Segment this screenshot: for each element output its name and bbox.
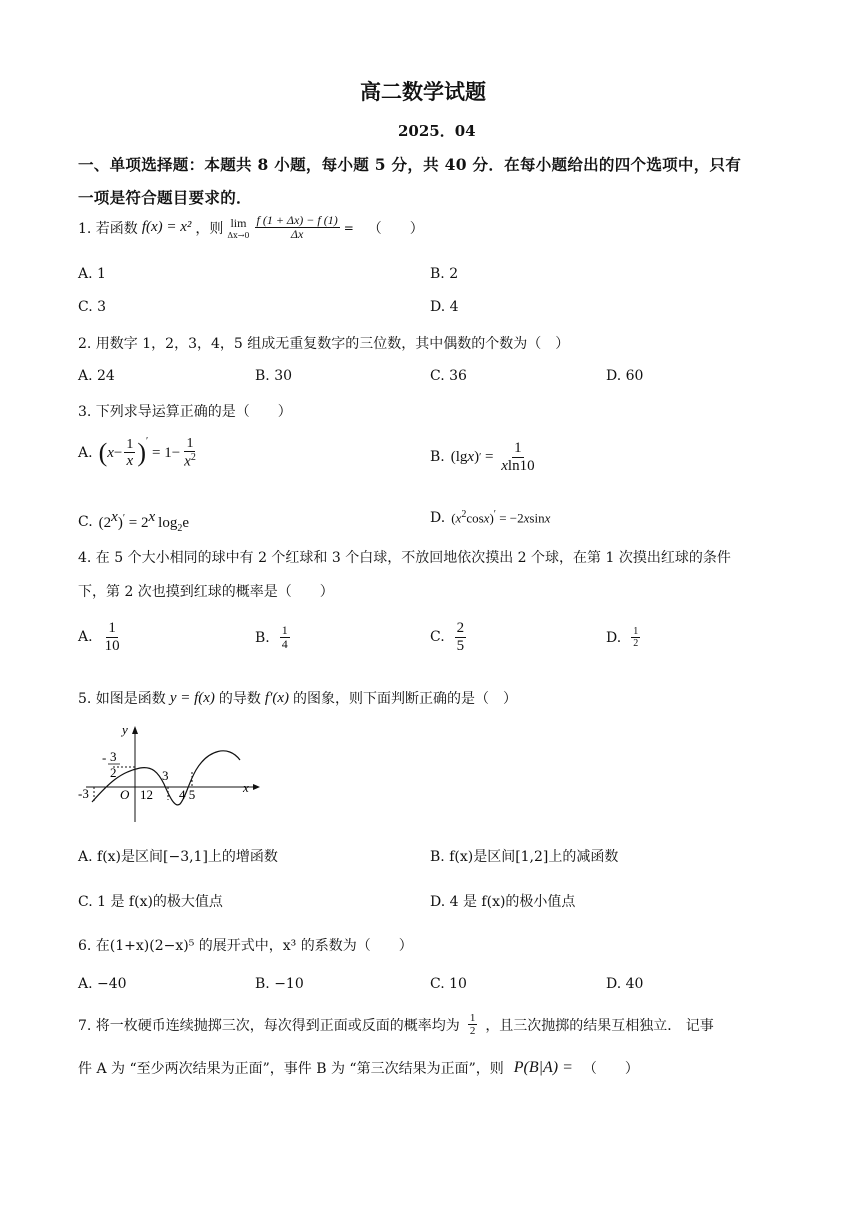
question-3: 3. 下列求导运算正确的是（ ） <box>78 404 292 420</box>
label-neg3: -3 <box>78 786 89 801</box>
q3-option-a-formula: ( x − $\frac{1}{x}$ ) ′ = 1− $\frac{1}{x^2}$ <box>98 436 196 471</box>
q4-option-c <box>430 620 468 654</box>
q4-c-numerator: 2 <box>456 620 465 636</box>
q4-option-c-fraction <box>455 620 467 654</box>
q1-option-a: A. 1 <box>78 266 106 282</box>
q5-option-a: A. f(x)是区间[−3,1]上的增函数 <box>78 849 278 865</box>
q4-d-denominator: 2 <box>633 638 639 649</box>
question-7-text-b: ，且三次抛掷的结果互相独立． 记事 <box>485 1017 714 1034</box>
q4-option-c-label: C. <box>430 629 445 645</box>
question-1-function: f(x) = x² <box>141 219 192 236</box>
q4-b-denominator: 4 <box>281 637 288 652</box>
q5-option-c: C. 1 是 f(x)的极大值点 <box>78 894 223 910</box>
q3-option-b-label: B. <box>430 449 445 465</box>
question-1-mid: ，则 <box>195 220 224 237</box>
label-origin: O <box>120 787 130 802</box>
q7-half-den: 2 <box>469 1025 476 1038</box>
q4-option-d-label: D. <box>606 629 622 646</box>
derivative-graph <box>78 722 268 827</box>
label-neg-frac-num: 3 <box>110 749 117 764</box>
q3-option-a-label: A. <box>78 445 93 462</box>
q6-option-b: B. −10 <box>255 976 304 992</box>
q4-b-numerator: 1 <box>281 623 288 637</box>
label-four-five: 4 5 <box>179 787 196 802</box>
section-instruction-line2: 一项是符合题目要求的． <box>78 188 252 207</box>
q4-option-a-label: A. <box>78 629 93 645</box>
q7-half-num: 1 <box>469 1012 476 1024</box>
label-three: 3 <box>162 768 169 783</box>
q6-option-a: A. −40 <box>78 976 127 992</box>
question-7-text-a: 7. 将一枚硬币连续抛掷三次，每次得到正面或反面的概率均为 <box>78 1017 460 1034</box>
question-1-prefix: 1. 若函数 <box>78 220 138 237</box>
label-y: y <box>122 722 128 737</box>
q3-option-b <box>430 440 539 474</box>
question-7-line1 <box>78 1012 714 1037</box>
question-5 <box>78 688 517 708</box>
question-5-func: y = f(x) <box>169 689 215 706</box>
limit-fraction <box>255 214 340 241</box>
label-neg-sign: - <box>102 750 107 765</box>
q2-option-a: A. 24 <box>78 368 115 384</box>
question-1 <box>78 214 424 241</box>
q4-option-b <box>255 624 292 651</box>
q4-option-d-fraction <box>631 626 640 649</box>
q6-option-c: C. 10 <box>430 976 467 992</box>
question-6: 6. 在(1+x)(2−x)⁵ 的展开式中，x³ 的系数为（ ） <box>78 938 413 954</box>
q3-option-b-formula: (lg x ) ′ = $\frac{1}{xln10}$ <box>450 440 535 474</box>
question-7-text-c: 件 A 为 “至少两次结果为正面”，事件 B 为 “第三次结果为正面”，则 <box>78 1061 504 1077</box>
q3-option-d-formula: $(x^2\cos x)' = -2xsinx$ <box>451 509 551 526</box>
limit-denominator: Δx <box>290 227 304 242</box>
q3-option-c-label: C. <box>78 513 93 530</box>
limit-equals: = <box>343 220 354 235</box>
question-7-prob: P(B|A) = <box>513 1059 573 1076</box>
q4-c-denominator: 5 <box>456 637 465 654</box>
q4-option-b-fraction <box>280 624 290 651</box>
q2-option-d: D. 60 <box>606 368 644 384</box>
q1-option-c: C. 3 <box>78 299 107 315</box>
question-7-line2 <box>78 1058 639 1078</box>
q1-option-d: D. 4 <box>430 299 459 315</box>
question-5-deriv: f′(x) <box>264 689 290 706</box>
q4-option-d <box>606 626 642 649</box>
question-7-half <box>468 1012 478 1037</box>
x-axis-arrow <box>253 784 260 790</box>
q4-a-denominator: 10 <box>104 637 120 654</box>
q5-option-b: B. f(x)是区间[1,2]上的减函数 <box>430 849 619 865</box>
q2-option-c: C. 36 <box>430 368 467 384</box>
q5-option-d: D. 4 是 f(x)的极小值点 <box>430 894 576 910</box>
q3-option-d <box>430 509 550 526</box>
y-axis-arrow <box>132 726 138 734</box>
q2-option-b: B. 30 <box>255 368 293 384</box>
question-2: 2. 用数字 1，2，3，4，5 组成无重复数字的三位数，其中偶数的个数为（ ） <box>78 336 570 352</box>
q6-option-d: D. 40 <box>606 976 644 992</box>
q3-option-d-label: D. <box>430 509 446 526</box>
label-x: x <box>243 780 249 795</box>
question-4-line1: 4. 在 5 个大小相同的球中有 2 个红球和 3 个白球，不放回地依次摸出 2 个球，在第 1 次摸出红球的条件 <box>78 550 731 566</box>
question-7-blank: （ ） <box>582 1061 639 1077</box>
q4-option-a <box>78 620 124 654</box>
page-title: 高二数学试题 <box>360 79 486 104</box>
question-5-text-a: 5. 如图是函数 <box>78 691 166 707</box>
section-instruction-line1: 一、单项选择题：本题共 8 小题，每小题 5 分，共 40 分．在每小题给出的四个选项中，只有 <box>78 155 742 174</box>
q3-option-c-formula: $(2^x)' = 2^x$ $\log_2e$ <box>98 509 190 534</box>
limit-word: lim <box>230 215 247 230</box>
limit-numerator: f (1 + Δx) − f (1) <box>256 213 338 227</box>
q4-a-numerator: 1 <box>108 620 116 636</box>
label-one-two: 12 <box>140 787 153 802</box>
exam-date: 2025．04 <box>398 122 476 140</box>
limit-expression <box>227 214 353 241</box>
q4-option-b-label: B. <box>255 629 270 646</box>
question-5-text-c: 的图象，则下面判断正确的是（ ） <box>293 691 518 707</box>
question-1-blank: （ ） <box>367 220 424 237</box>
q4-option-a-fraction <box>103 620 122 654</box>
q3-option-c <box>78 509 189 534</box>
label-neg-frac-den: 2 <box>110 765 117 780</box>
q4-d-numerator: 1 <box>633 626 639 637</box>
question-5-text-b: 的导数 <box>218 691 261 707</box>
q1-option-b: B. 2 <box>430 266 459 282</box>
limit-subscript: Δx→0 <box>227 230 250 240</box>
q3-option-a <box>78 436 200 471</box>
question-4-line2: 下，第 2 次也摸到红球的概率是（ ） <box>78 584 334 600</box>
